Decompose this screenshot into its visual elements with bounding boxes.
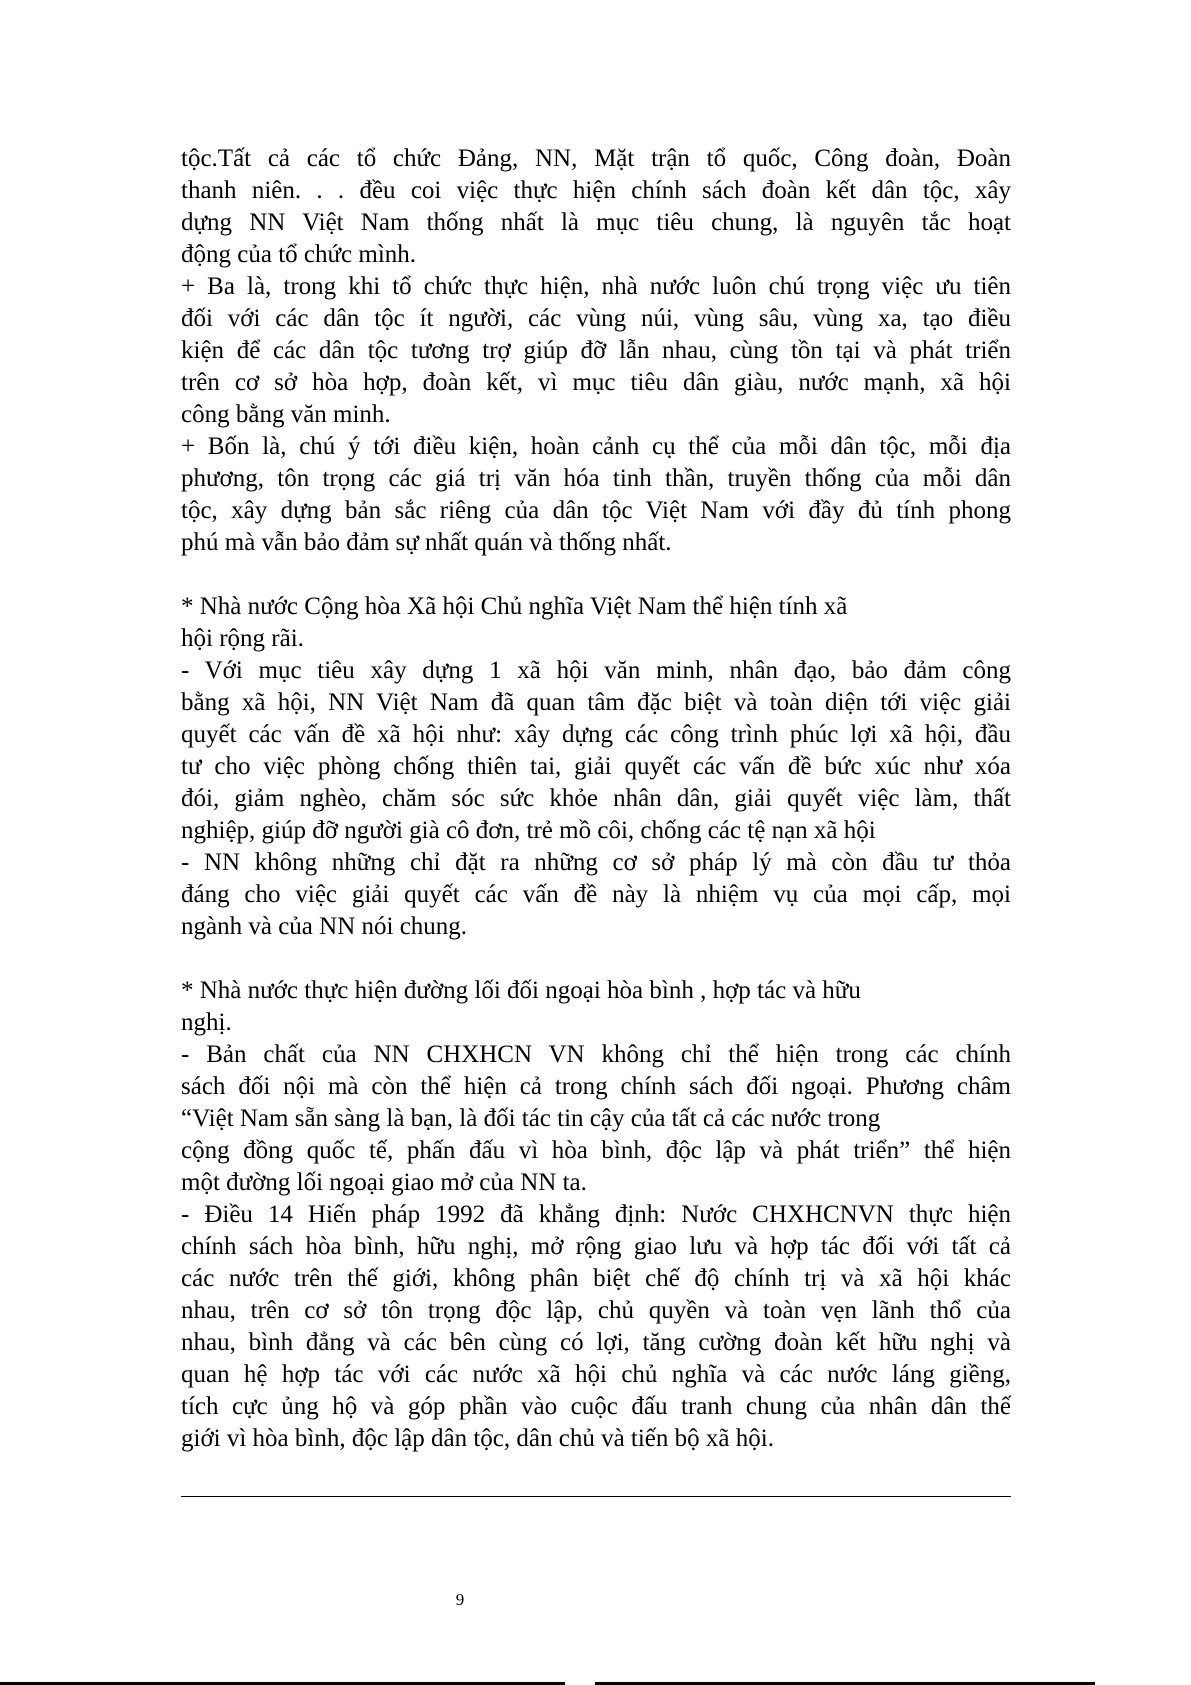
text-line: đáng cho việc giải quyết các vấn đề này là nhiệm vụ của mọi cấp, mọi	[181, 881, 1011, 908]
text-line: một đường lối ngoại giao mở của NN ta.	[181, 1169, 587, 1196]
paragraph-gap	[181, 943, 1011, 975]
text-line: tư cho việc phòng chống thiên tai, giải quyết các vấn đề bức xúc như xóa	[181, 753, 1011, 780]
text-line: phương, tôn trọng các giá trị văn hóa tinh thần, truyền thống của mỗi dân	[181, 465, 1011, 492]
text-line: - Bản chất của NN CHXHCN VN không chỉ thể hiện trong các chính	[181, 1041, 1011, 1068]
text-line: dựng NN Việt Nam thống nhất là mục tiêu chung, là nguyên tắc hoạt	[181, 209, 1011, 236]
text-line: tộc.Tất cả các tổ chức Đảng, NN, Mặt trận tổ quốc, Công đoàn, Đoàn	[181, 145, 1011, 172]
text-line: tộc, xây dựng bản sắc riêng của dân tộc Việt Nam với đầy đủ tính phong	[181, 497, 1011, 524]
text-line: trên cơ sở hòa hợp, đoàn kết, vì mục tiêu dân giàu, nước mạnh, xã hội	[181, 369, 1011, 396]
text-line: nhau, trên cơ sở tôn trọng độc lập, chủ quyền và toàn vẹn lãnh thổ của	[181, 1297, 1011, 1324]
text-line: thanh niên. . . đều coi việc thực hiện chính sách đoàn kết dân tộc, xây	[181, 177, 1011, 204]
text-line: ngành và của NN nói chung.	[181, 913, 468, 940]
text-line: giới vì hòa bình, độc lập dân tộc, dân chủ và tiến bộ xã hội.	[181, 1425, 774, 1452]
text-line: - Với mục tiêu xây dựng 1 xã hội văn minh, nhân đạo, bảo đảm công	[181, 657, 1011, 684]
text-line: - NN không những chỉ đặt ra những cơ sở pháp lý mà còn đầu tư thỏa	[181, 849, 1011, 876]
text-line: phú mà vẫn bảo đảm sự nhất quán và thống nhất.	[181, 529, 672, 556]
text-line: nghị.	[181, 1009, 232, 1036]
text-line: * Nhà nước thực hiện đường lối đối ngoại hòa bình , hợp tác và hữu	[181, 977, 861, 1004]
text-line: công bằng văn minh.	[181, 401, 391, 428]
text-line: cộng đồng quốc tế, phấn đấu vì hòa bình, độc lập và phát triển” thể hiện	[181, 1137, 1011, 1164]
text-line: - Điều 14 Hiến pháp 1992 đã khẳng định: Nước CHXHCNVN thực hiện	[181, 1201, 1011, 1228]
text-line: + Bốn là, chú ý tới điều kiện, hoàn cảnh cụ thể của mỗi dân tộc, mỗi địa	[181, 433, 1011, 460]
text-line: kiện để các dân tộc tương trợ giúp đỡ lẫn nhau, cùng tồn tại và phát triển	[181, 337, 1011, 364]
text-line: tích cực ủng hộ và góp phần vào cuộc đấu tranh chung của nhân dân thế	[181, 1393, 1011, 1420]
text-line: bằng xã hội, NN Việt Nam đã quan tâm đặc biệt và toàn diện tới việc giải	[181, 689, 1011, 716]
text-line: “Việt Nam sẵn sàng là bạn, là đối tác tin cậy của tất cả các nước trong	[181, 1105, 881, 1132]
text-line: đối với các dân tộc ít người, các vùng núi, vùng sâu, vùng xa, tạo điều	[181, 305, 1011, 332]
text-line: nhau, bình đẳng và các bên cùng có lợi, tăng cường đoàn kết hữu nghị và	[181, 1329, 1011, 1356]
paragraph-gap	[181, 559, 1011, 591]
footer-rule	[181, 1496, 1011, 1497]
text-line: hội rộng rãi.	[181, 625, 304, 652]
text-line: động của tổ chức mình.	[181, 241, 417, 268]
text-line: quyết các vấn đề xã hội như: xây dựng các công trình phúc lợi xã hội, đầu	[181, 721, 1011, 748]
text-line: sách đối nội mà còn thể hiện cả trong chính sách đối ngoại. Phương châm	[181, 1073, 1011, 1100]
text-line: quan hệ hợp tác với các nước xã hội chủ nghĩa và các nước láng giềng,	[181, 1361, 1011, 1388]
text-line: + Ba là, trong khi tổ chức thực hiện, nhà nước luôn chú trọng việc ưu tiên	[181, 273, 1011, 300]
text-line: nghiệp, giúp đỡ người già cô đơn, trẻ mồ côi, chống các tệ nạn xã hội	[181, 817, 876, 844]
text-line: các nước trên thế giới, không phân biệt chế độ chính trị và xã hội khác	[181, 1265, 1011, 1292]
page-number: 9	[455, 1590, 465, 1609]
text-line: đói, giảm nghèo, chăm sóc sức khỏe nhân dân, giải quyết việc làm, thất	[181, 785, 1011, 812]
body-text	[181, 143, 1011, 1455]
text-line: chính sách hòa bình, hữu nghị, mở rộng giao lưu và hợp tác đối với tất cả	[181, 1233, 1011, 1260]
text-line: * Nhà nước Cộng hòa Xã hội Chủ nghĩa Việt Nam thể hiện tính xã	[181, 593, 848, 620]
